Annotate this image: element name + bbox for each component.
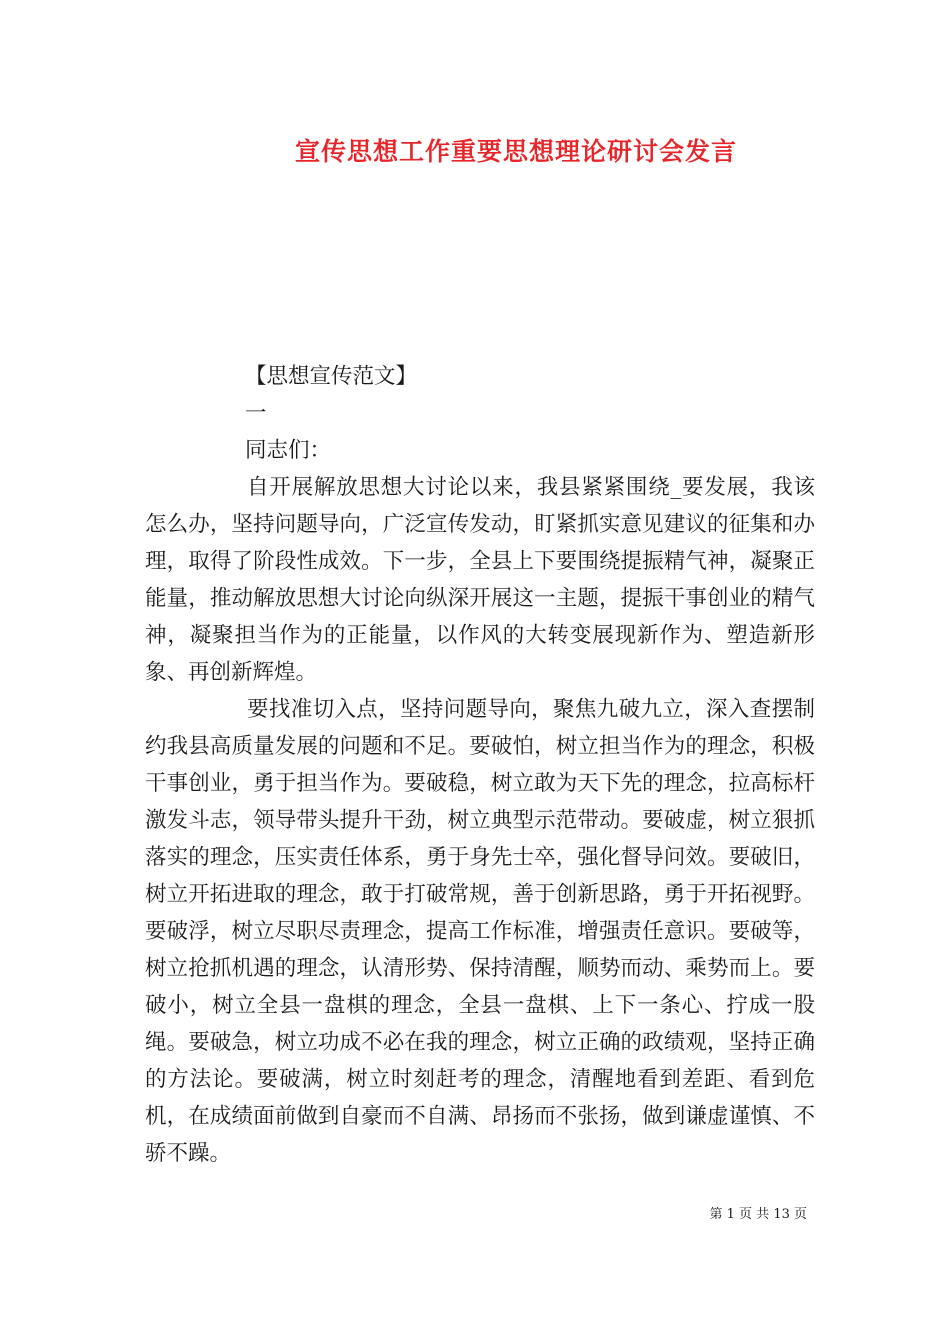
document-body (145, 358, 815, 1172)
document-title: 宣传思想工作重要思想理论研讨会发言 (294, 137, 737, 166)
salutation: 同志们： (245, 438, 332, 463)
paragraph-1: 自开展解放思想大讨论以来，我县紧紧围绕_要发展，我该怎么办，坚持问题导向，广泛宣传发动，盯紧抓实意见建议的征集和办理，取得了阶段性成效。下一步，全县上下要围绕提振精气神，凝聚正能量，推动解放思想大讨论向纵深开展这一主题，提振干事创业的精气神，凝聚担当作为的正能量，以作风的大转变展现新作为、塑造新形象、再创新辉煌。 (145, 475, 815, 685)
category-tag: 【思想宣传范文】 (245, 364, 418, 389)
page-footer: 第 1 页 共 13 页 (709, 1207, 807, 1222)
section-number: 一 (245, 401, 267, 426)
paragraph-2: 要找准切入点，坚持问题导向，聚焦九破九立，深入查摆制约我县高质量发展的问题和不足。要破怕，树立担当作为的理念，积极干事创业，勇于担当作为。要破稳，树立敢为天下先的理念，拉高标杆激发斗志，领导带头提升干劲，树立典型示范带动。要破虚，树立狠抓落实的理念，压实责任体系，勇于身先士卒，强化督导问效。要破旧，树立开拓进取的理念，敢于打破常规，善于创新思路，勇于开拓视野。要破浮，树立尽职尽责理念，提高工作标准，增强责任意识。要破等，树立抢抓机遇的理念，认清形势、保持清醒，顺势而动、乘势而上。要破小，树立全县一盘棋的理念，全县一盘棋、上下一条心、拧成一股绳。要破急，树立功成不必在我的理念，树立正确的政绩观，坚持正确的方法论。要破满，树立时刻赶考的理念，清醒地看到差距、看到危机，在成绩面前做到自豪而不自满、昂扬而不张扬，做到谦虚谨慎、不骄不躁。 (145, 697, 815, 1166)
